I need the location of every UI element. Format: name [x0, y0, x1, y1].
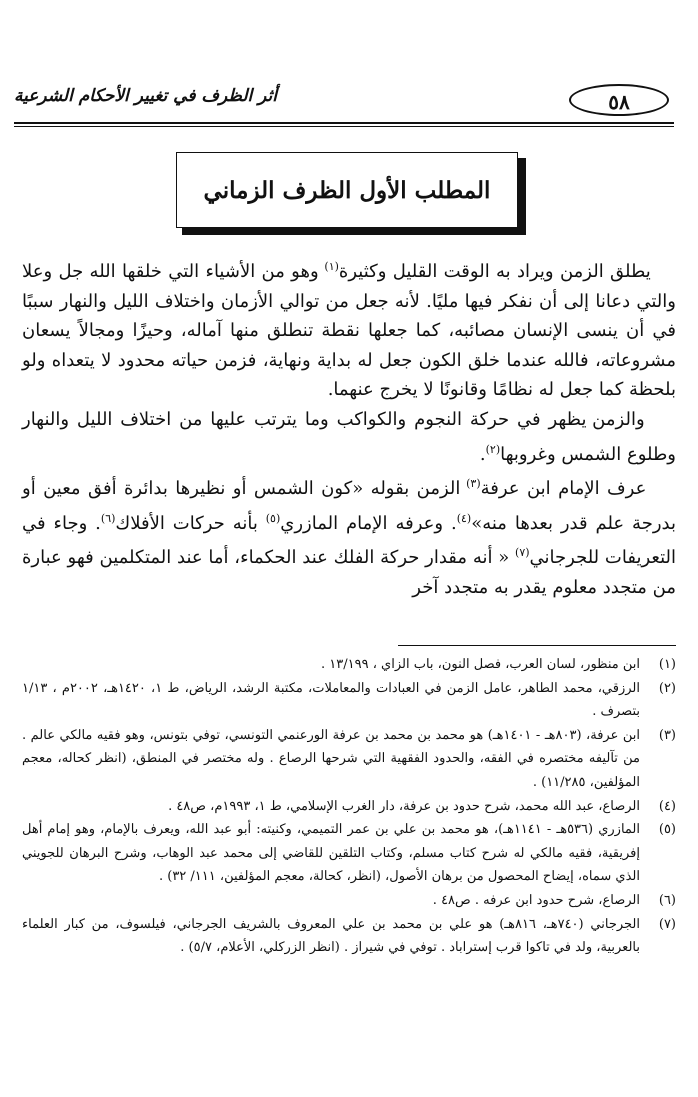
heading-shadow	[518, 158, 526, 234]
main-text	[22, 252, 676, 603]
header-rule-thin	[14, 126, 674, 127]
footnote	[22, 795, 676, 819]
page-header	[14, 78, 674, 122]
running-title: أثر الظرف في تغيير الأحكام الشرعية	[14, 86, 278, 106]
page-number: ٥٨	[569, 84, 669, 116]
footnote-ref: (٤)	[456, 511, 472, 525]
footnote-number: (٦)	[658, 892, 676, 908]
section-heading-box	[176, 152, 518, 228]
footnote-separator	[398, 645, 676, 646]
footnote-ref: (١)	[324, 260, 339, 273]
footnote-ref: (٣)	[466, 477, 481, 491]
text-run: عرف الإمام ابن عرفة	[480, 478, 647, 500]
footnote-ref: (٥)	[265, 511, 281, 525]
footnote	[22, 724, 676, 795]
footnote-text: ابن عرفة، (٨٠٣هـ - ١٤٠١هـ) هو محمد بن محمد بن عرفة الورعنمي التونسي، توفي بتونس، وهو فقيه مالكي عالم . من تآليفه مختصره في الفقه، والحدود الفقهية التي شرحها الرصاع . وله مختصر في المنطق، (انظر كحاله، معجم المؤلفين، ١١/٢٨٥) .	[22, 727, 640, 790]
text-run: والزمن يظهر في حركة النجوم والكواكب وما يترتب عليها من اختلاف الليل والنهار وطلوع الشمس وغروبها	[22, 408, 676, 465]
footnote	[22, 889, 676, 913]
header-rule	[14, 122, 674, 124]
footnote-number: (٢)	[658, 680, 676, 696]
footnote-text: الرصاع، شرح حدود ابن عرفه . ص٤٨ .	[432, 892, 640, 908]
paragraph-3	[22, 469, 676, 602]
text-run: يطلق الزمن ويراد به الوقت القليل وكثيرة	[338, 261, 651, 282]
footnote-text: الرصاع، عبد الله محمد، شرح حدود بن عرفة، دار الغرب الإسلامي، ط ١، ١٩٩٣م، ص٤٨ .	[168, 798, 640, 814]
footnote-number: (١)	[658, 657, 676, 672]
footnote-ref: (٦)	[100, 511, 116, 525]
footnote-text: الجرجاني (٧٤٠هـ، ٨١٦هـ) هو علي بن محمد بن علي المعروف بالشريف الجرجاني، فيلسوف، من كبار العلماء بالعربية، ولد في تاكوا قرب إستراباد . توفي في شيراز . (انظر الزركلي، الأعلام، ٥/٧) .	[22, 916, 641, 956]
footnote	[22, 818, 676, 889]
text-run: بأنه حركات الأفلاك	[115, 512, 266, 534]
footnote-number: (٣)	[658, 727, 676, 743]
footnote-number: (٥)	[658, 822, 676, 838]
text-run: الزمن بقوله «كون الشمس أو نظيرها بدائرة أفق معين أو بدرجة علم قدر بعدها منه»	[22, 478, 676, 534]
text-run: وهو من الأشياء التي خلقها الله جل وعلا والتي دعانا إلى أن نفكر فيها مليًا. لأنه جعل من توالي الأزمان واختلاف الليل والنهار سببًا في أن ينسى الإنسان مصائبه، كما جعلها نقطة تنطلق منها آماله، وحيزًا ومجالاً يسعان مشروعاته، فالله عندما خلق الكون جعل له بداية ونهاية، فزمن حياته محدود لا يتعداه ولو بلحظة كما جعل له نظامًا وقانونًا لا يخرج عنهما.	[22, 261, 676, 401]
text-run: .	[479, 443, 486, 465]
footnote-text: ابن منظور، لسان العرب، فصل النون، باب الزاي ، ١٣/١٩٩ .	[321, 657, 640, 672]
footnote-number: (٧)	[658, 916, 676, 932]
section-heading: المطلب الأول الظرف الزماني	[203, 176, 491, 204]
footnotes	[22, 653, 676, 960]
paragraph-1	[22, 252, 676, 405]
footnote-text: المازري (٥٣٦هـ - ١١٤١هـ)، هو محمد بن علي بن عمر التميمي، وكنيته: أبو عبد الله، ويعرف بالإمام، وهو إمام أهل إفريقية، فقيه مالكي له شرح كتاب مسلم، وكتاب التلقين للقاضي إلى محمد عبد الوهاب، وشرح البرهان للجويني الذي سماه، إيضاح المحصول من برهان الأصول، (انظر، كحالة، معجم المؤلفين، ١١١/ ٣٢) .	[22, 822, 641, 885]
text-run: « أنه مقدار حركة الفلك عند الحكماء، أما عند المتكلمين فهو عبارة من متجدد معلوم يقدر به متجدد آخر	[22, 547, 676, 598]
footnote	[22, 653, 676, 677]
footnote-text: الرزقي، محمد الطاهر، عامل الزمن في العبادات والمعاملات، مكتبة الرشد، الرياض، ط ١، ١٤٢٠هـ، ٢٠٠٢م ، ١/١٣ بتصرف .	[22, 680, 641, 720]
footnote-ref: (٧)	[515, 546, 530, 560]
paragraph-2	[22, 405, 676, 469]
footnote	[22, 677, 676, 724]
footnote	[22, 913, 676, 960]
text-run: . وعرفه الإمام المازري	[280, 512, 457, 534]
heading-shadow	[182, 228, 526, 235]
text-run: . وجاء في التعريفات للجرجاني	[22, 512, 676, 569]
footnote-ref: (٢)	[485, 442, 501, 456]
footnote-number: (٤)	[658, 798, 676, 814]
